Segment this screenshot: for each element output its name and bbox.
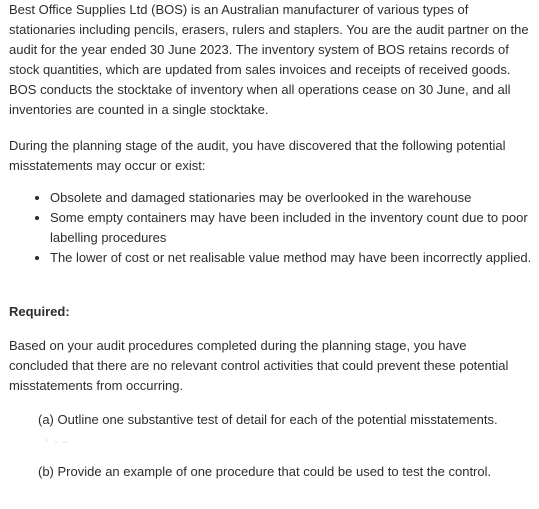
conclusion-paragraph: Based on your audit procedures completed during the planning stage, you have concluded that there are no relevant control activities that could prevent these potential misstatements from occurring. bbox=[9, 338, 509, 393]
faint-mark-icon bbox=[44, 436, 68, 444]
question-b: (b) Provide an example of one procedure that could be used to test the control. bbox=[38, 464, 492, 479]
misstatement-item-lcnrv: The lower of cost or net realisable value method may have been incorrectly applied. bbox=[33, 248, 533, 268]
document-body bbox=[9, 0, 533, 482]
misstatement-list bbox=[9, 188, 533, 268]
required-heading: Required: bbox=[9, 304, 70, 319]
question-a-text: (a) Outline one substantive test of detail for each of the potential misstatements. bbox=[38, 412, 498, 427]
question-a bbox=[9, 410, 508, 450]
planning-paragraph: During the planning stage of the audit, you have discovered that the following potential misstatements may occur or exist: bbox=[9, 138, 506, 173]
misstatement-item-empty-containers: Some empty containers may have been included in the inventory count due to poor labelling procedures bbox=[33, 208, 533, 248]
misstatement-item-obsolete: Obsolete and damaged stationaries may be overlooked in the warehouse bbox=[33, 188, 533, 208]
intro-paragraph: Best Office Supplies Ltd (BOS) is an Australian manufacturer of various types of stationaries including pencils, erasers, rulers and staplers. You are the audit partner on the audit for the year ended 30 June 2023. The inventory system of BOS retains records of stock quantities, which are updated from sales invoices and receipts of received goods. BOS conducts the stocktake of inventory when all operations cease on 30 June, and all inventories are counted in a single stocktake. bbox=[9, 2, 529, 117]
